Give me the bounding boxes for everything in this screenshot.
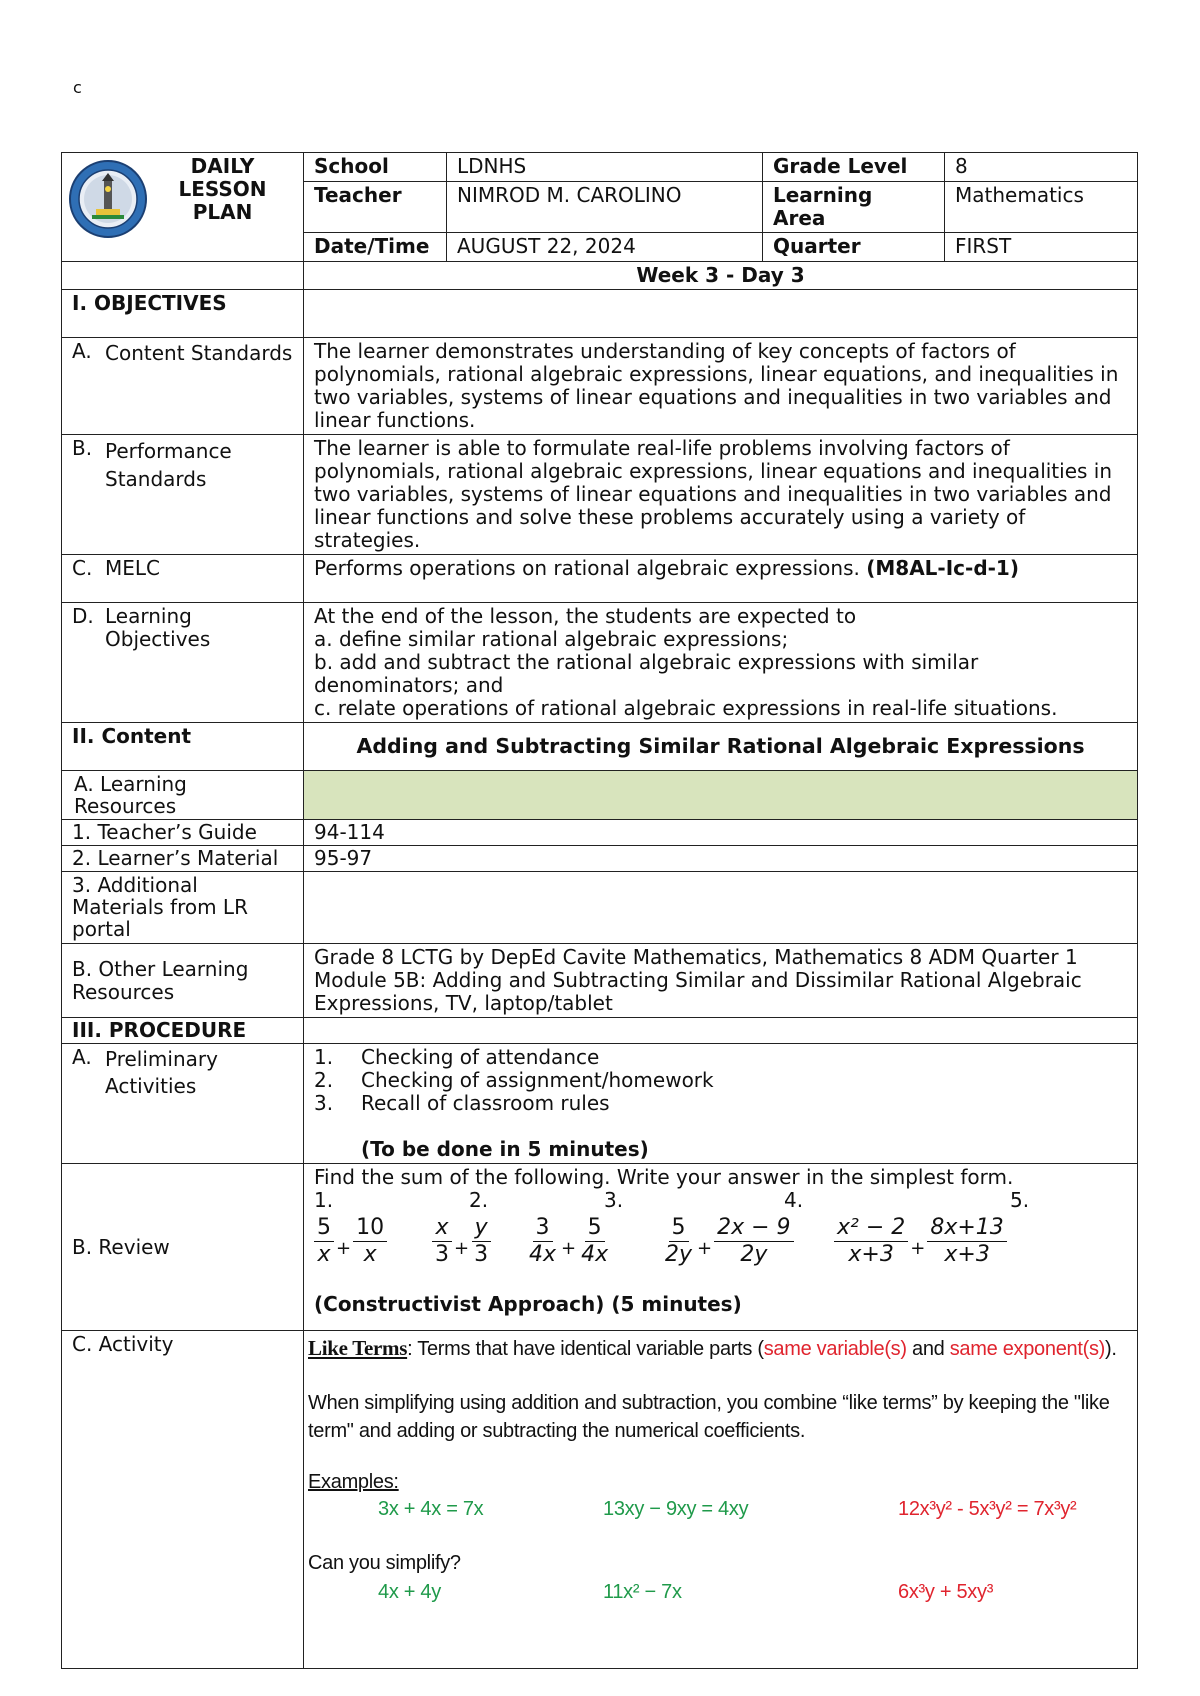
- teacher-value: NIMROD M. CAROLINO: [447, 182, 763, 233]
- examples-label: Examples:: [308, 1471, 399, 1493]
- practice-item: 11x² − 7x: [603, 1581, 682, 1603]
- content-heading: II. Content: [62, 723, 304, 771]
- prelim-item: 1. Checking of attendance: [314, 1045, 600, 1069]
- school-label: School: [304, 153, 447, 182]
- melc-text: [304, 555, 1138, 603]
- review-number: 5.: [1010, 1188, 1030, 1212]
- practice-item: 6x³y + 5xy³: [898, 1581, 994, 1603]
- grade-label: Grade Level: [763, 153, 945, 182]
- preliminary-activities: [304, 1044, 1138, 1164]
- lr-portal-label: 3. Additional Materials from LR portal: [62, 872, 304, 944]
- can-you-label: Can you simplify?: [308, 1552, 461, 1574]
- learners-material-value: 95-97: [304, 846, 1138, 872]
- example-item: 13xy − 9xy = 4xy: [603, 1498, 749, 1520]
- review-problems: [314, 1215, 1127, 1275]
- area-label-line-2: Area: [773, 206, 826, 230]
- performance-standards-letter: B.: [72, 436, 93, 460]
- quarter-value: FIRST: [945, 233, 1138, 262]
- other-resources-value: Grade 8 LCTG by DepEd Cavite Mathematics, Mathematics 8 ADM Quarter 1 Module 5B: Adding and Subtracting Similar and Dissimilar Rational Algebraic Expressions, TV, laptop/tablet: [304, 944, 1138, 1018]
- week-blank: [62, 262, 304, 290]
- learning-objective-b: b. add and subtract the rational algebraic expressions with similar denominators; and: [314, 650, 979, 697]
- school-seal-icon: [68, 159, 148, 239]
- review-number: 3.: [604, 1188, 624, 1212]
- melc-code: (M8AL-Ic-d-1): [866, 556, 1019, 580]
- prelim-time: (To be done in 5 minutes): [361, 1137, 649, 1161]
- learning-objective-c: c. relate operations of rational algebraic expressions in real-life situations.: [314, 696, 1058, 720]
- area-label: [763, 182, 945, 233]
- review-instruction: Find the sum of the following. Write your answer in the simplest form.: [314, 1165, 1014, 1189]
- learning-objectives-intro: At the end of the lesson, the students are expected to: [314, 604, 857, 628]
- objectives-heading: I. OBJECTIVES: [62, 290, 304, 338]
- content-standards-text: The learner demonstrates understanding of key concepts of factors of polynomials, rational algebraic expressions, linear equations, and inequalities in two variables, systems of linear equations and inequalities in two variables and linear functions.: [304, 338, 1138, 435]
- learning-objective-a: a. define similar rational algebraic expressions;: [314, 627, 789, 651]
- procedure-blank: [304, 1018, 1138, 1044]
- review-approach: (Constructivist Approach) (5 minutes): [314, 1292, 742, 1316]
- week-day: Week 3 - Day 3: [304, 262, 1138, 290]
- activity-content: [304, 1331, 1138, 1669]
- performance-standards-text: The learner is able to formulate real-life problems involving factors of polynomials, rational algebraic expressions, linear equations and inequalities in two variables, systems of linear equations and inequalities in two variables and linear functions and solve these problems accurately using a variety of strategies.: [304, 435, 1138, 555]
- lr-portal-value: [304, 872, 1138, 944]
- review-numbers: [314, 1189, 1127, 1215]
- header-title-cell: [62, 153, 304, 262]
- preliminary-label-text: Preliminary Activities: [105, 1047, 218, 1098]
- review-number: 1.: [314, 1188, 334, 1212]
- title-line-3: PLAN: [192, 200, 253, 224]
- learners-material-label: 2. Learner’s Material: [62, 846, 304, 872]
- like-terms-definition: Like Terms: Terms that have identical variable parts (same variable(s) and same exponent(s)).: [308, 1336, 1117, 1360]
- learning-objectives-label: [62, 603, 304, 723]
- review-problem: $\frac{3}{4x}$ + $\frac{5}{4x}$: [529, 1215, 609, 1267]
- review-problem: $\frac{x}{3}$ + $\frac{y}{3}$: [432, 1215, 491, 1268]
- practice-item: 4x + 4y: [378, 1581, 441, 1603]
- performance-standards-label-text: Performance Standards: [105, 439, 232, 491]
- can-you-row: [308, 1581, 1133, 1611]
- performance-standards-label: [62, 435, 304, 555]
- like-terms-heading: Like Terms: [308, 1336, 408, 1360]
- learning-objectives-label-text: Learning Objectives: [105, 604, 211, 651]
- learning-objectives-text: [304, 603, 1138, 723]
- grade-value: 8: [945, 153, 1138, 182]
- content-standards-label: [62, 338, 304, 435]
- school-value: LDNHS: [447, 153, 763, 182]
- title-line-1: DAILY: [190, 154, 255, 178]
- review-number: 2.: [469, 1188, 489, 1212]
- example-item: 3x + 4x = 7x: [378, 1498, 484, 1520]
- review-problem: $\frac{\text{x² − 2}}{x+3}$ + $\frac{8x+13}{x+3}$: [834, 1215, 1007, 1268]
- area-label-line-1: Learning: [773, 183, 873, 207]
- examples-row: [308, 1498, 1133, 1528]
- prelim-item: 2. Checking of assignment/homework: [314, 1068, 714, 1092]
- review-problem: $\frac{5}{2y}$ + $\frac{2x - 9}{2y}$: [662, 1215, 794, 1268]
- title-line-2: LESSON: [178, 177, 267, 201]
- preliminary-letter: A.: [72, 1045, 92, 1069]
- review-number: 4.: [784, 1188, 804, 1212]
- quarter-label: Quarter: [763, 233, 945, 262]
- activity-label: C. Activity: [62, 1331, 304, 1669]
- content-standards-letter: A.: [72, 339, 92, 363]
- learning-resources-label: A. Learning Resources: [62, 771, 304, 820]
- melc-label: [62, 555, 304, 603]
- review-problem: $\frac{5}{x}$ + $\frac{10}{x}$: [314, 1215, 387, 1268]
- prelim-item: 3. Recall of classroom rules: [314, 1091, 610, 1115]
- date-value: AUGUST 22, 2024: [447, 233, 763, 262]
- procedure-heading: III. PROCEDURE: [62, 1018, 304, 1044]
- teachers-guide-value: 94-114: [304, 820, 1138, 846]
- review-label: B. Review: [62, 1164, 304, 1331]
- review-content: [304, 1164, 1138, 1331]
- teachers-guide-label: 1. Teacher’s Guide: [62, 820, 304, 846]
- content-topic: Adding and Subtracting Similar Rational Algebraic Expressions: [304, 723, 1138, 771]
- melc-letter: C.: [72, 556, 93, 580]
- school-logo: [68, 159, 148, 244]
- objectives-blank: [304, 290, 1138, 338]
- content-standards-label-text: Content Standards: [105, 341, 293, 365]
- other-resources-label: B. Other Learning Resources: [62, 944, 304, 1018]
- melc-description: Performs operations on rational algebraic expressions.: [314, 556, 860, 580]
- simplify-explanation: When simplifying using addition and subtraction, you combine “like terms” by keeping the "like term" and adding or subtracting the numerical coefficients.: [308, 1392, 1110, 1442]
- header-title: [142, 155, 303, 224]
- teacher-label: Teacher: [304, 182, 447, 233]
- learning-resources-fill: [304, 771, 1138, 820]
- date-label: Date/Time: [304, 233, 447, 262]
- example-item: 12x³y² - 5x³y² = 7x³y²: [898, 1498, 1077, 1520]
- learning-objectives-letter: D.: [72, 604, 94, 628]
- melc-label-text: MELC: [105, 556, 160, 580]
- area-value: Mathematics: [945, 182, 1138, 233]
- daily-lesson-plan-table: [61, 152, 1138, 1669]
- corner-mark: c: [73, 78, 82, 97]
- preliminary-label: [62, 1044, 304, 1164]
